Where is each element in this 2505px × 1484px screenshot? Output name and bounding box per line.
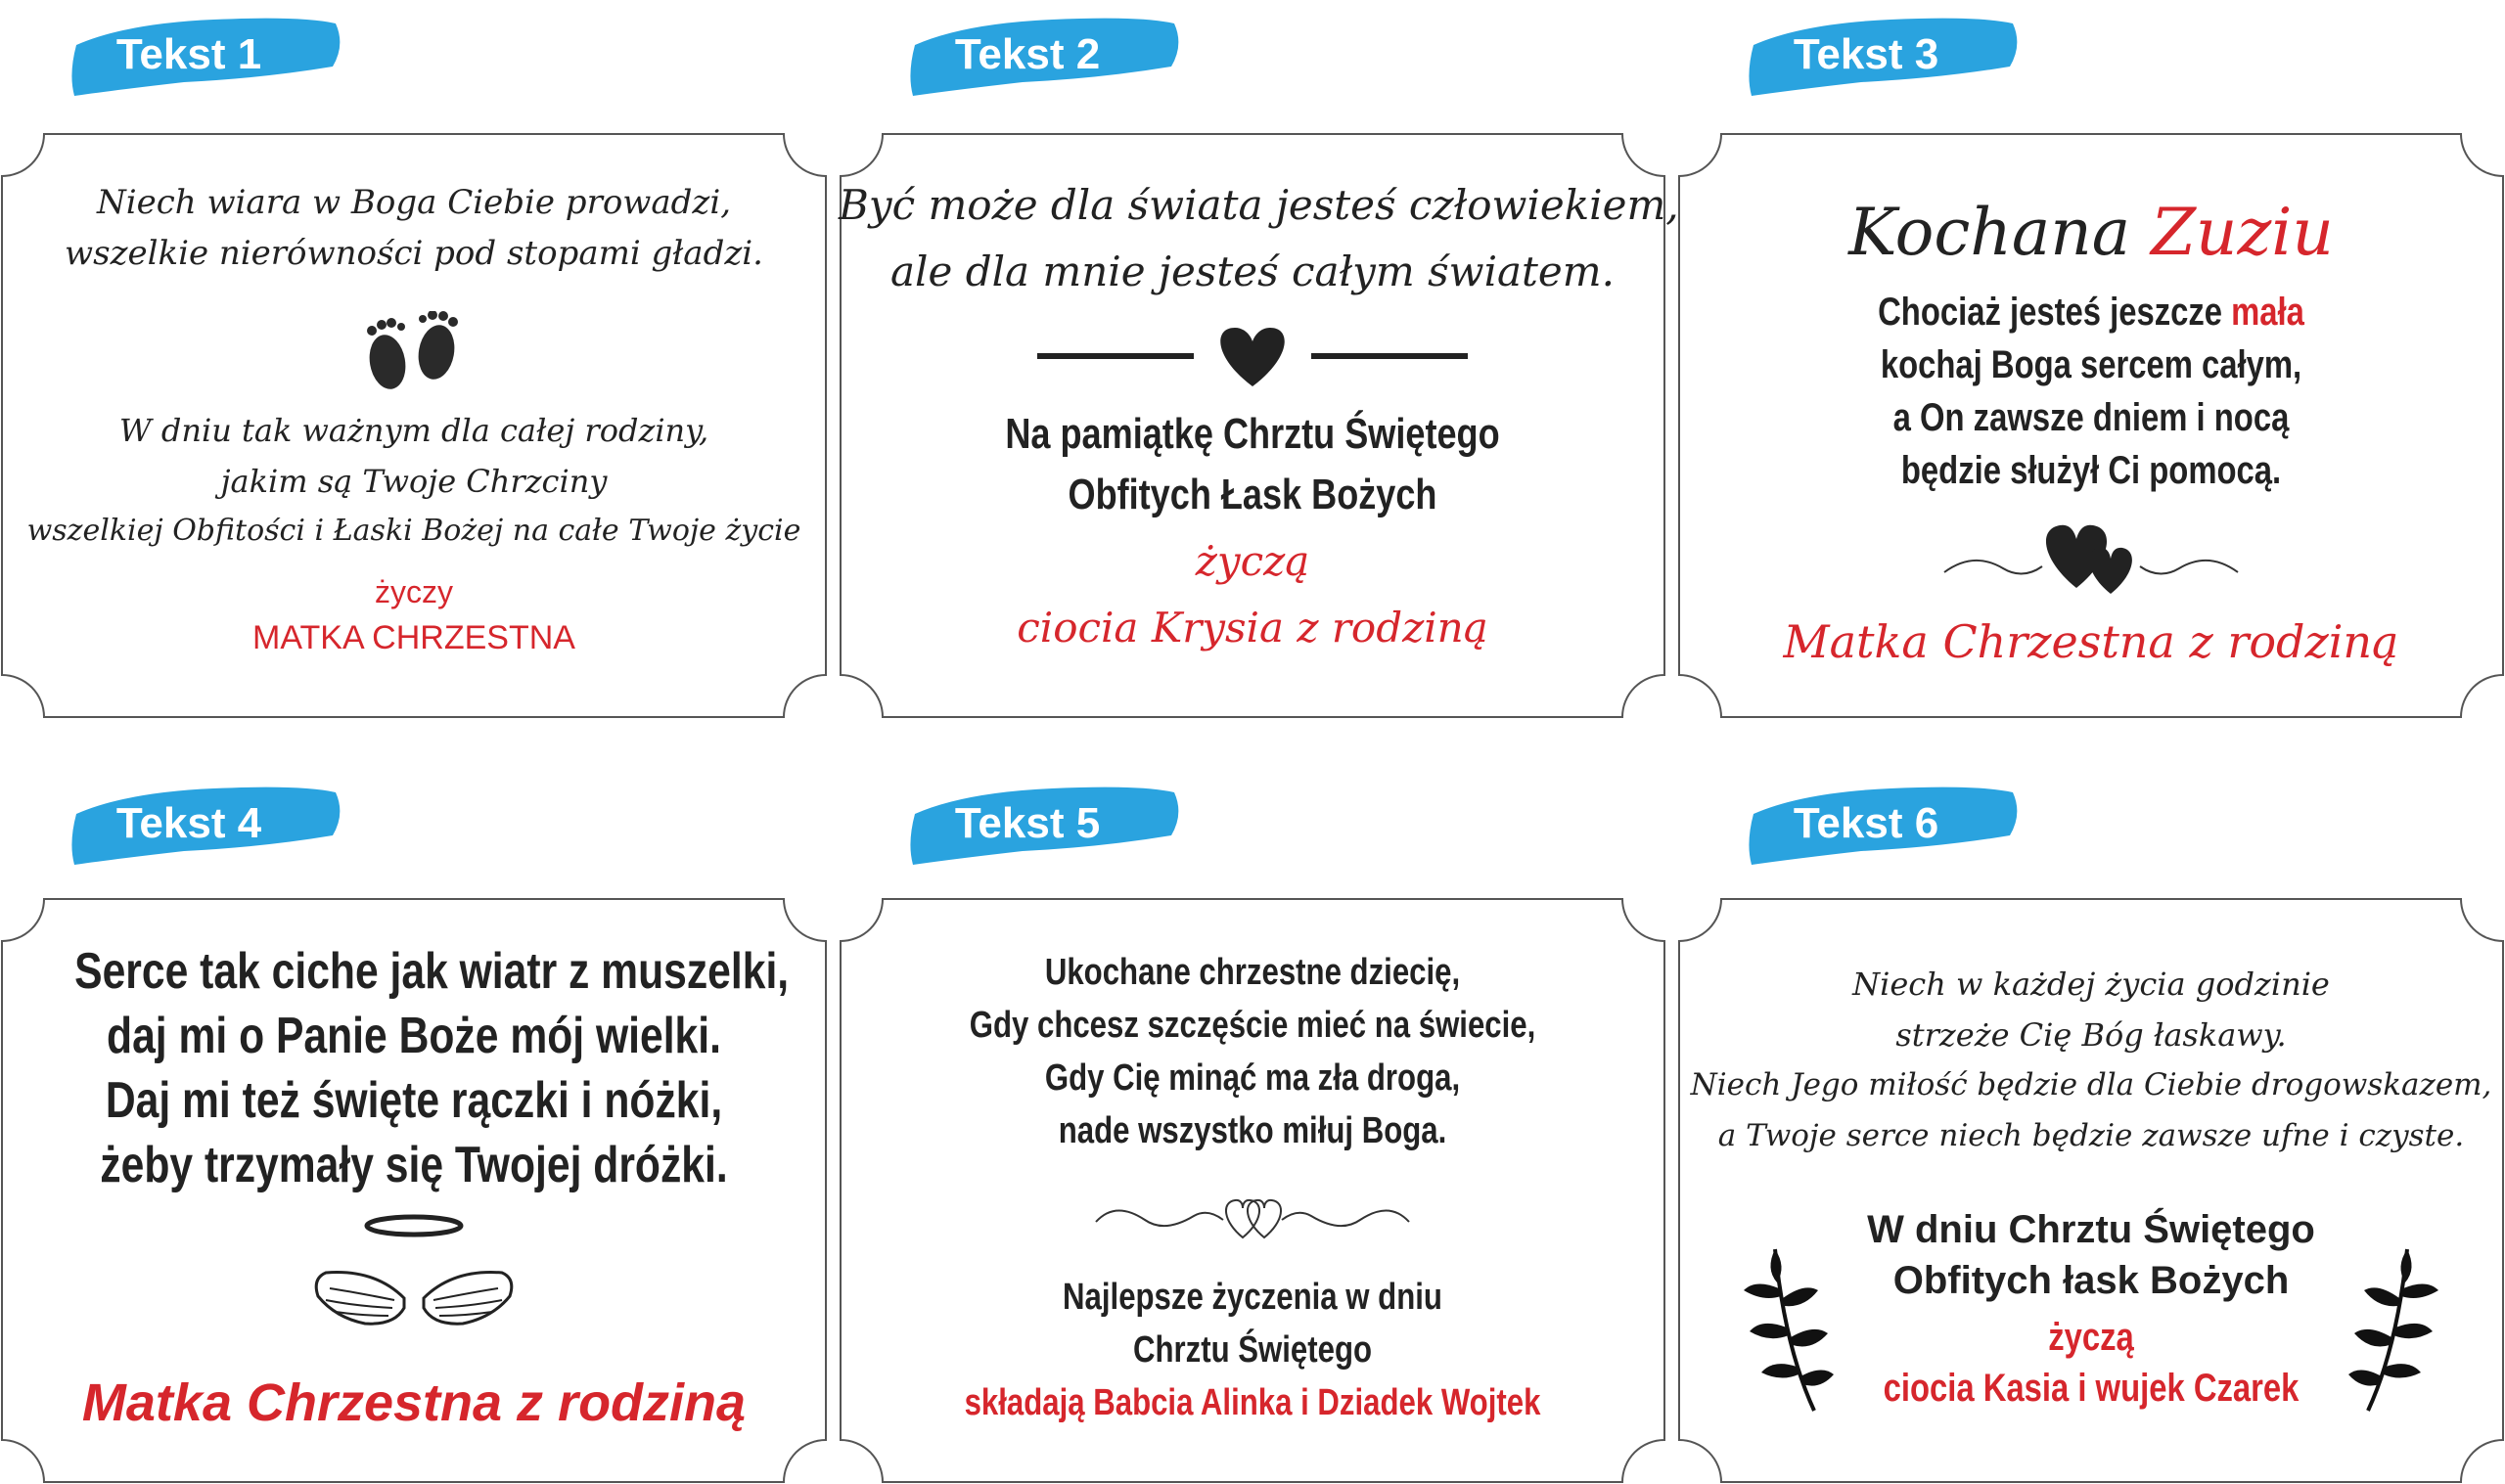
card-line: nade wszystko miłuj Boga. [1058,1110,1447,1151]
card-line: kochaj Boga sercem całym, [1880,343,2302,386]
card-line: Najlepsze życzenia w dniu [1063,1277,1442,1318]
card-tekst-5 [839,897,1666,1484]
olive-branch-icon [1736,1239,1844,1416]
card-line-part: Chociaż jesteś jeszcze [1878,291,2232,334]
angel-halo-wings-icon [306,1210,522,1357]
badge-tekst-2: Tekst 2 [905,6,1189,100]
greeting-line [1677,195,2505,270]
card-line: wszelkie nierówności pod stopami gładzi. [65,234,763,273]
card-line: Obfitych Łask Bożych [1068,471,1437,518]
card-line: będzie służył Ci pomocą. [1900,449,2282,492]
heart-divider-icon [1037,318,1468,396]
card-line: Być może dla świata jesteś człowiekiem, [839,181,1679,229]
card-line: W dniu tak ważnym dla całej rodziny, [118,412,709,449]
badge-tekst-5: Tekst 5 [905,775,1189,869]
card-line: Niech Jego miłość będzie dla Ciebie drogowskazem, [1690,1067,2492,1102]
card-line: ciocia Krysia z rodziną [1017,604,1488,652]
card-line: a On zawsze dniem i nocą [1892,396,2290,439]
card-tekst-3 [1677,132,2505,719]
card-line: Ukochane chrzestne dziecię, [1044,952,1461,993]
card-line: Gdy chcesz szczęście mieć na świecie, [969,1005,1536,1046]
card-line: składają Babcia Alinka i Dziadek Wojtek [964,1382,1541,1423]
card-line: Serce tak ciche jak wiatr z muszelki, [74,943,790,1000]
card-tekst-4 [0,897,828,1484]
card-line: Niech w każdej życia godzinie [1852,966,2330,1003]
card-line: żeby trzymały się Twojej dróżki. [100,1137,728,1193]
card-line: Chrztu Świętego [1132,1329,1373,1371]
card-line: Obfitych łask Bożych [1892,1259,2290,1302]
card-tekst-2 [839,132,1679,719]
badge-tekst-1: Tekst 1 [67,6,350,100]
card-tekst-1 [0,132,828,719]
badge-tekst-4: Tekst 4 [67,775,350,869]
card-line: daj mi o Panie Boże mój wielki. [107,1008,721,1064]
card-line [1752,291,2431,335]
card-line: ale dla mnie jesteś całym światem. [890,247,1615,295]
card-tekst-6 [1677,897,2505,1484]
card-line: ciocia Kasia i wujek Czarek [1883,1367,2300,1410]
card-line: Niech wiara w Boga Ciebie prowadzi, [96,183,732,222]
card-line: jakim są Twoje Chrzciny [220,463,608,500]
baby-footprints-icon [360,311,468,399]
badge-tekst-6: Tekst 6 [1744,775,2027,869]
card-line: Daj mi też święte rączki i nóżki, [105,1072,723,1129]
card-line: W dniu Chrztu Świętego [1867,1208,2315,1251]
card-line: MATKA CHRZESTNA [252,619,575,656]
card-line: a Twoje serce niech będzie zawsze ufne i czyste. [1717,1118,2465,1153]
card-line: Matka Chrzestna z rodziną [81,1373,747,1432]
card-line: Gdy Cię minąć ma zła droga, [1044,1057,1461,1099]
card-line: życzy [375,574,453,609]
card-line: Na pamiątkę Chrztu Świętego [1005,410,1500,458]
olive-branch-icon [2339,1239,2446,1416]
card-line: strzeże Cię Bóg łaskawy. [1895,1016,2287,1054]
card-line: życzą [1195,537,1310,585]
card-line: życzą [2048,1316,2134,1359]
two-hearts-flourish-icon [1935,512,2248,600]
card-line-highlight: mała [2231,291,2304,334]
badge-tekst-3: Tekst 3 [1744,6,2027,100]
greeting-word: Kochana [1848,195,2152,270]
hearts-flourish-icon [1086,1181,1419,1249]
card-line: Matka Chrzestna z rodziną [1783,615,2399,668]
greeting-name: Zuziu [2151,195,2334,270]
card-line: wszelkiej Obfitości i Łaski Bożej na całe Twoje życie [26,514,801,548]
